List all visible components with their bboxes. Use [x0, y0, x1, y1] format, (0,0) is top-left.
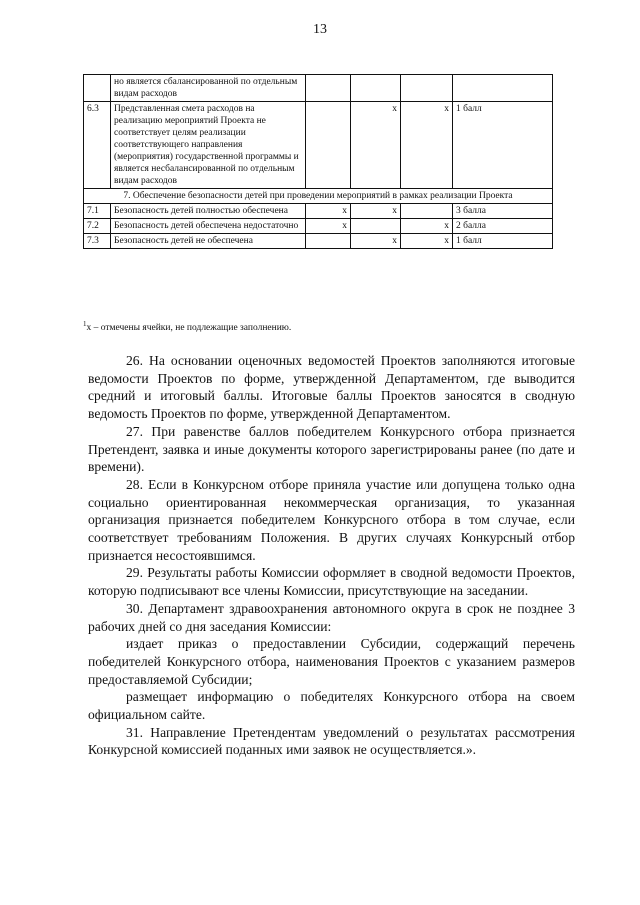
- cell-num: 7.2: [84, 219, 111, 234]
- table-row: [84, 102, 553, 189]
- cell-c3: x: [401, 234, 453, 249]
- cell-c2: x: [351, 204, 401, 219]
- cell-c2: x: [351, 234, 401, 249]
- section-heading: 7. Обеспечение безопасности детей при проведении мероприятий в рамках реализации Проекта: [84, 189, 553, 204]
- footnote: [83, 320, 291, 333]
- cell-desc: но является сбалансированной по отдельным видам расходов: [111, 75, 306, 102]
- cell-c1: x: [306, 204, 351, 219]
- footnote-text: x – отмечены ячейки, не подлежащие заполнению.: [86, 323, 292, 334]
- paragraph: 31. Направление Претендентам уведомлений о результатах рассмотрения Конкурсной комиссией поданных ими заявок не осуществляется.».: [88, 724, 575, 758]
- cell-c1: x: [306, 219, 351, 234]
- table-row: [84, 75, 553, 102]
- cell-c2: x: [351, 102, 401, 189]
- document-body: [88, 352, 575, 759]
- paragraph: 26. На основании оценочных ведомостей Проектов заполняются итоговые ведомости Проектов по форме, утвержденной Департаментом, где выводится средний и итоговый баллы. Итоговые баллы Проектов заносятся в сводную ведомость Проектов по форме, утвержденной Департаментом.: [88, 353, 575, 422]
- cell-score: 3 балла: [453, 204, 553, 219]
- scoring-table: [83, 74, 553, 249]
- cell-desc: Представленная смета расходов на реализацию мероприятий Проекта не соответствует целям реализации соответствующего направления (мероприятия) государственной программы и является несбалансированной по отдельным видам расходов: [111, 102, 306, 189]
- cell-num: 7.3: [84, 234, 111, 249]
- cell-score: 1 балл: [453, 234, 553, 249]
- cell-num: [84, 75, 111, 102]
- cell-desc: Безопасность детей полностью обеспечена: [111, 204, 306, 219]
- table-row: [84, 219, 553, 234]
- cell-num: 7.1: [84, 204, 111, 219]
- cell-c2: [351, 75, 401, 102]
- paragraph: 29. Результаты работы Комиссии оформляет в сводной ведомости Проектов, которую подписывают все члены Комиссии, присутствующие на заседании.: [88, 565, 575, 599]
- cell-score: [453, 75, 553, 102]
- paragraph: издает приказ о предоставлении Субсидии, содержащий перечень победителей Конкурсного отбора, наименования Проектов с указанием размеров предоставляемой Субсидии;: [88, 636, 575, 687]
- table-row: [84, 204, 553, 219]
- paragraph: 28. Если в Конкурсном отборе приняла участие или допущена только одна социально ориентированная некоммерческая организация, то указанная организация признается победителем Конкурсного отбора в том случае, если соответствует требованиям Положения. В других случаях Конкурсный отбор признается несостоявшимся.: [88, 476, 575, 563]
- table-section-row: [84, 189, 553, 204]
- cell-c3: x: [401, 219, 453, 234]
- cell-num: 6.3: [84, 102, 111, 189]
- cell-c1: [306, 102, 351, 189]
- cell-c1: [306, 234, 351, 249]
- paragraph: 30. Департамент здравоохранения автономного округа в срок не позднее 3 рабочих дней со дня заседания Комиссии:: [88, 600, 575, 634]
- paragraph: размещает информацию о победителях Конкурсного отбора на своем официальном сайте.: [88, 689, 575, 723]
- page-number: 13: [313, 22, 327, 37]
- paragraph: 27. При равенстве баллов победителем Конкурсного отбора признается Претендент, заявка и иные документы которого зарегистрированы ранее (по дате и времени).: [88, 423, 575, 475]
- cell-desc: Безопасность детей обеспечена недостаточно: [111, 219, 306, 234]
- table-row: [84, 234, 553, 249]
- cell-c2: [351, 219, 401, 234]
- cell-c1: [306, 75, 351, 102]
- cell-score: 2 балла: [453, 219, 553, 234]
- cell-desc: Безопасность детей не обеспечена: [111, 234, 306, 249]
- cell-c3: [401, 75, 453, 102]
- cell-c3: x: [401, 102, 453, 189]
- cell-score: 1 балл: [453, 102, 553, 189]
- footnote-mark: 1: [83, 320, 87, 328]
- cell-c3: [401, 204, 453, 219]
